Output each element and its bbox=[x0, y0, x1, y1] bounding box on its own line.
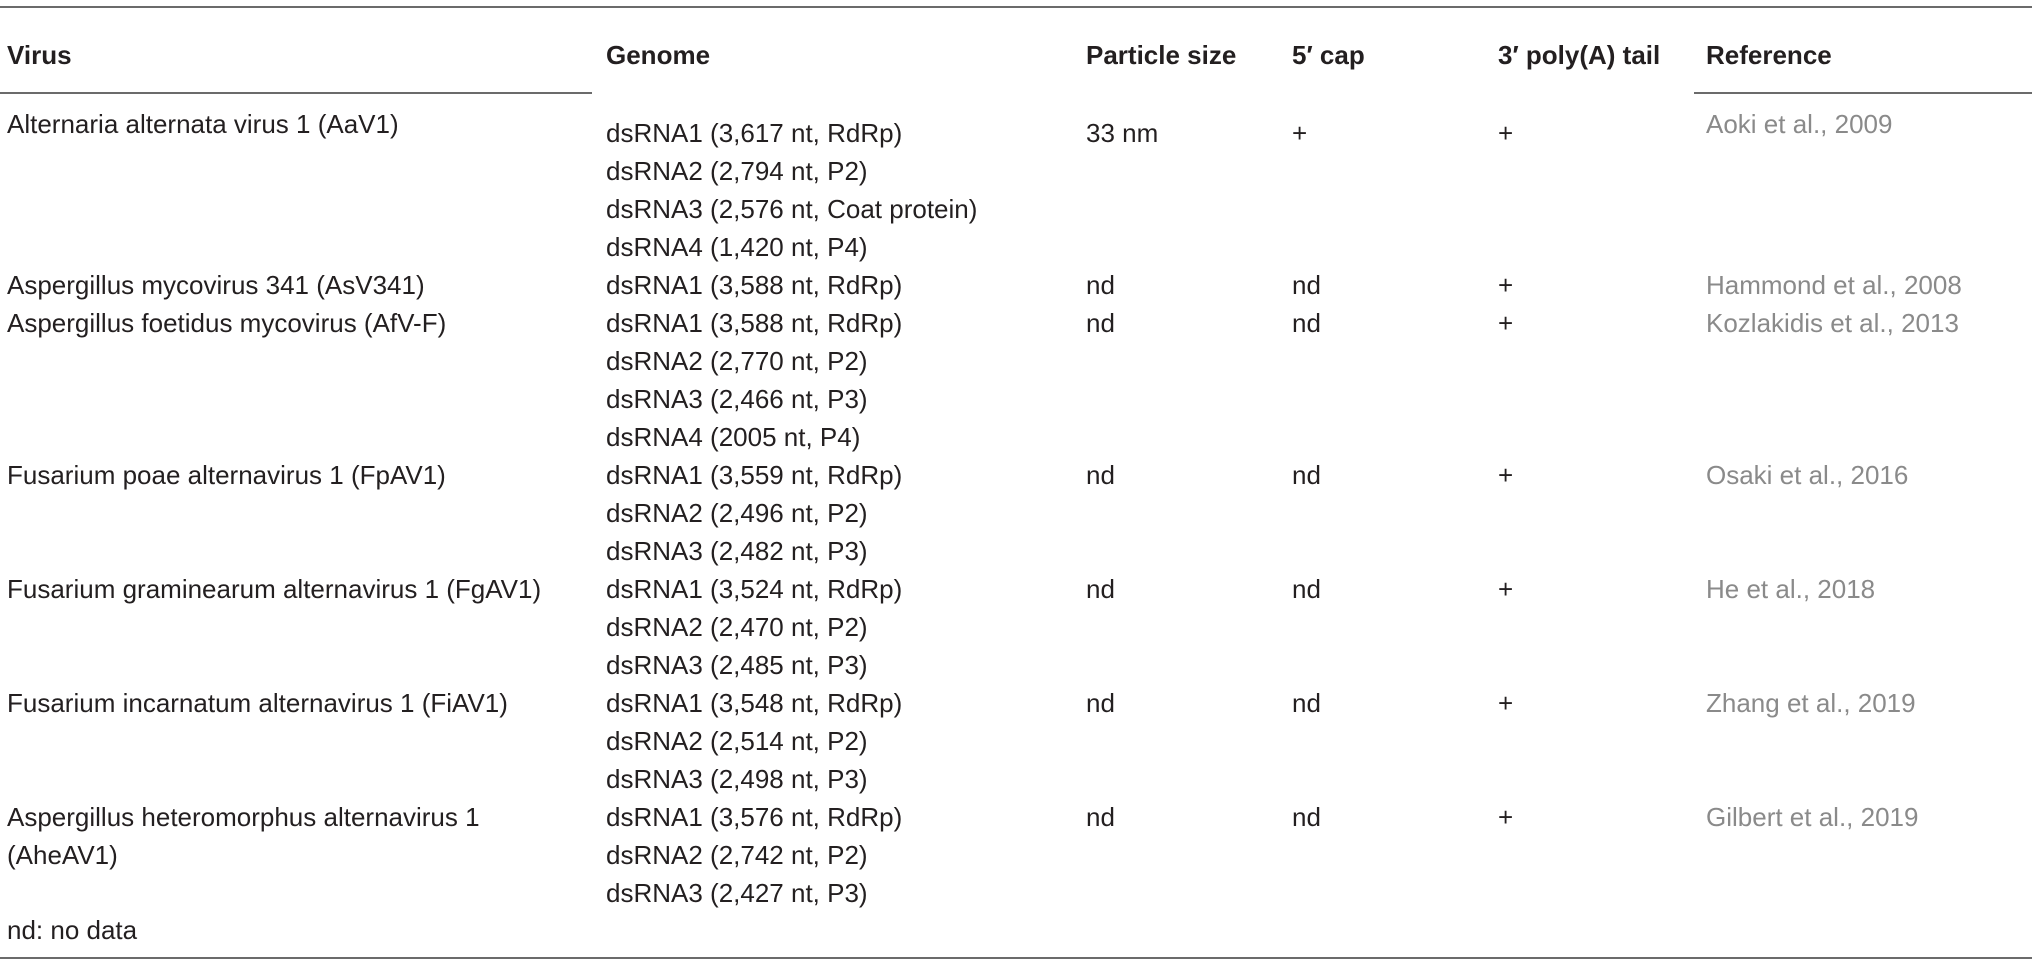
genome-cell bbox=[606, 114, 977, 266]
particle-size-cell: nd bbox=[1086, 802, 1115, 832]
reference-cell: Zhang et al., 2019 bbox=[1706, 688, 1916, 718]
genome-cell bbox=[606, 266, 902, 304]
cap-cell: nd bbox=[1292, 574, 1321, 604]
poly-a-cell: + bbox=[1498, 308, 1514, 338]
header-underline bbox=[1694, 92, 2032, 94]
genome-list bbox=[606, 266, 902, 304]
genome-cell bbox=[606, 456, 902, 570]
header-virus: Virus bbox=[7, 40, 72, 70]
poly-a-cell: + bbox=[1498, 270, 1514, 300]
virus-cell: Fusarium incarnatum alternavirus 1 (FiAV1) bbox=[7, 688, 508, 718]
genome-list bbox=[606, 798, 902, 912]
cap-cell: nd bbox=[1292, 270, 1321, 300]
genome-segment: dsRNA3 (2,427 nt, P3) bbox=[606, 878, 868, 908]
reference-cell: Aoki et al., 2009 bbox=[1706, 109, 1893, 139]
header-reference: Reference bbox=[1706, 40, 1832, 70]
genome-segment: dsRNA4 (2005 nt, P4) bbox=[606, 422, 861, 452]
poly-a-cell: + bbox=[1498, 574, 1514, 604]
genome-list bbox=[606, 684, 902, 798]
virus-cell: Aspergillus heteromorphus alternavirus 1 (AheAV1) bbox=[7, 802, 480, 870]
genome-segment: dsRNA2 (2,794 nt, P2) bbox=[606, 156, 868, 186]
poly-a-cell: + bbox=[1498, 460, 1514, 490]
genome-segment: dsRNA1 (3,559 nt, RdRp) bbox=[606, 460, 903, 490]
genome-list bbox=[606, 570, 902, 684]
genome-segment: dsRNA2 (2,742 nt, P2) bbox=[606, 840, 868, 870]
reference-cell: Kozlakidis et al., 2013 bbox=[1706, 308, 1959, 338]
reference-cell: Osaki et al., 2016 bbox=[1706, 460, 1909, 490]
genome-segment: dsRNA1 (3,524 nt, RdRp) bbox=[606, 574, 903, 604]
genome-segment: dsRNA1 (3,548 nt, RdRp) bbox=[606, 688, 903, 718]
table-top-rule bbox=[0, 6, 2032, 8]
genome-list bbox=[606, 304, 902, 456]
particle-size-cell: nd bbox=[1086, 460, 1115, 490]
genome-list bbox=[606, 456, 902, 570]
cap-cell: nd bbox=[1292, 460, 1321, 490]
cap-cell: nd bbox=[1292, 688, 1321, 718]
reference-cell: He et al., 2018 bbox=[1706, 574, 1876, 604]
poly-a-cell: + bbox=[1498, 118, 1514, 148]
genome-segment: dsRNA3 (2,466 nt, P3) bbox=[606, 384, 868, 414]
header-underline bbox=[0, 92, 592, 94]
genome-segment: dsRNA2 (2,470 nt, P2) bbox=[606, 612, 868, 642]
particle-size-cell: nd bbox=[1086, 574, 1115, 604]
virus-cell: Aspergillus foetidus mycovirus (AfV-F) bbox=[7, 308, 447, 338]
virus-cell: Aspergillus mycovirus 341 (AsV341) bbox=[7, 270, 425, 300]
poly-a-cell: + bbox=[1498, 802, 1514, 832]
particle-size-cell: nd bbox=[1086, 688, 1115, 718]
cap-cell: nd bbox=[1292, 308, 1321, 338]
genome-cell bbox=[606, 304, 902, 456]
genome-segment: dsRNA3 (2,485 nt, P3) bbox=[606, 650, 868, 680]
cap-cell: + bbox=[1292, 118, 1308, 148]
poly-a-cell: + bbox=[1498, 688, 1514, 718]
genome-list bbox=[606, 114, 977, 266]
genome-segment: dsRNA1 (3,588 nt, RdRp) bbox=[606, 270, 903, 300]
cap-cell: nd bbox=[1292, 802, 1321, 832]
header-3-poly-a-tail: 3′ poly(A) tail bbox=[1498, 40, 1661, 70]
virus-cell: Fusarium poae alternavirus 1 (FpAV1) bbox=[7, 460, 446, 490]
particle-size-cell: nd bbox=[1086, 270, 1115, 300]
genome-segment: dsRNA3 (2,482 nt, P3) bbox=[606, 536, 868, 566]
header-genome: Genome bbox=[606, 40, 711, 70]
header-particle-size: Particle size bbox=[1086, 40, 1237, 70]
genome-segment: dsRNA3 (2,576 nt, Coat protein) bbox=[606, 194, 978, 224]
genome-segment: dsRNA1 (3,617 nt, RdRp) bbox=[606, 118, 903, 148]
header-5-cap: 5′ cap bbox=[1292, 40, 1365, 70]
genome-segment: dsRNA4 (1,420 nt, P4) bbox=[606, 232, 868, 262]
genome-segment: dsRNA1 (3,588 nt, RdRp) bbox=[606, 308, 903, 338]
reference-cell: Hammond et al., 2008 bbox=[1706, 270, 1962, 300]
virus-cell: Fusarium graminearum alternavirus 1 (FgAV1) bbox=[7, 574, 542, 604]
table-bottom-rule bbox=[0, 957, 2032, 959]
genome-segment: dsRNA3 (2,498 nt, P3) bbox=[606, 764, 868, 794]
genome-cell bbox=[606, 798, 902, 912]
genome-segment: dsRNA2 (2,496 nt, P2) bbox=[606, 498, 868, 528]
genome-segment: dsRNA2 (2,770 nt, P2) bbox=[606, 346, 868, 376]
particle-size-cell: nd bbox=[1086, 308, 1115, 338]
genome-cell bbox=[606, 684, 902, 798]
genome-cell bbox=[606, 570, 902, 684]
virus-cell: Alternaria alternata virus 1 (AaV1) bbox=[7, 109, 399, 139]
genome-segment: dsRNA1 (3,576 nt, RdRp) bbox=[606, 802, 903, 832]
table-footnote: nd: no data bbox=[7, 915, 138, 945]
particle-size-cell: 33 nm bbox=[1086, 118, 1159, 148]
reference-cell: Gilbert et al., 2019 bbox=[1706, 802, 1919, 832]
genome-segment: dsRNA2 (2,514 nt, P2) bbox=[606, 726, 868, 756]
